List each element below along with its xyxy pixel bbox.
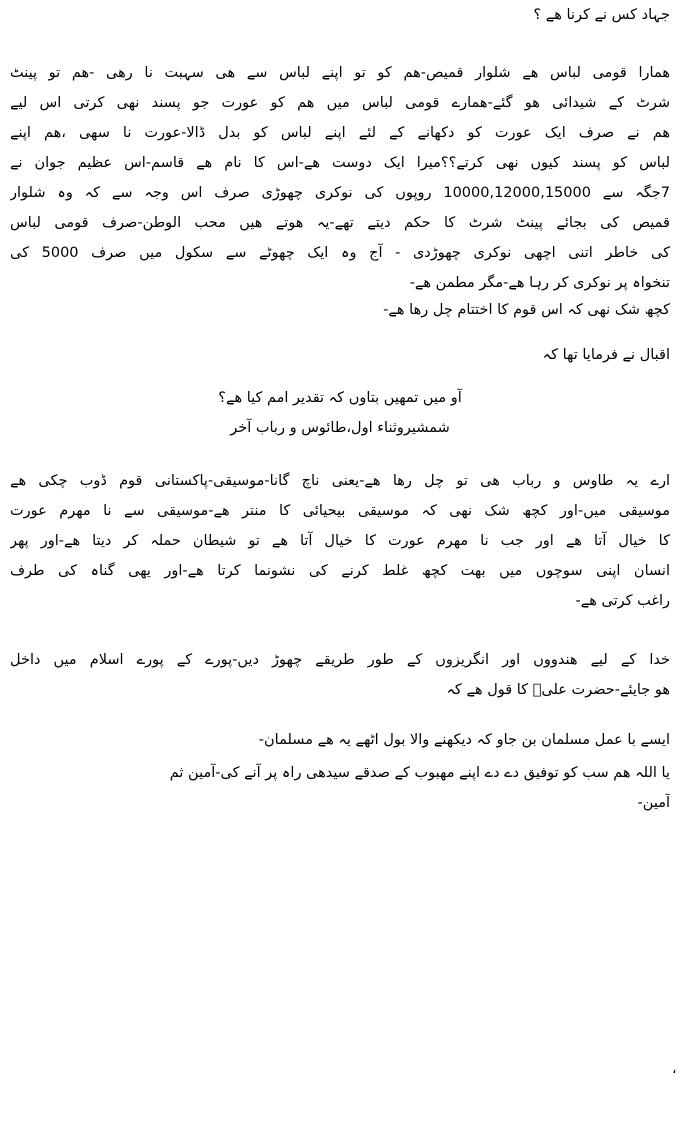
paragraph-line: ارے یہ طاوس و رباب ھی تو چل رھا ھے-یعنی ناچ گانا-موسیقی-پاکستانی قوم ڈوب چکی ھے [10,473,670,489]
paragraph-line: کا خیال آتا ھے اور جب نا مھرم عورت کا خیال آتا ھے تو شیطان حملہ کر دیتا ھے-اور پھر [10,533,670,549]
paragraph-line: 7جگہ سے 10000,12000,15000 روپوں کی نوکری چھوڑی صرف اس وجہ سے کہ وہ شلوار [10,185,670,201]
paragraph-line: ھو جایئے-حضرت علیؓ کا قول ھے کہ [446,682,670,698]
paragraph-line: انسان اپنی سوچوں میں بھت کچھ غلط کرنے کی نشونما کرتا ھے-اور یھی گناہ کی طرف [10,563,670,579]
paragraph-line: موسیقی میں-اور کچھ شک نھی کہ موسیقی بیحیائی کا منتر ھے-موسیقی سے نا مھرم عورت [10,503,670,519]
paragraph-line: آمین- [637,795,670,811]
paragraph-line: یا اللہ ھم سب کو توفیق دے دے اپنے مھبوب کے صدقے سیدھی راہ پر آنے کی-آمین ثم [169,765,670,781]
paragraph-line: تنخواہ پر نوکری کر رہا ھے-مگر مطمن ھے- [409,275,670,291]
paragraph-line: قمیص کی بجائے پینٹ شرٹ کا حکم دیتے تھے-یہ ھوتے ھیں محب الوطن-صرف قومی لباس [10,215,670,231]
paragraph-line: کچھ شک نھی کہ اس قوم کا اختتام چل رھا ھے- [383,302,670,318]
paragraph-line: ھم نے صرف ایک عورت کو دکھانے کے لئے اپنے لباس کو بدل ڈالا-عورت نا سھی ،ھم اپنے [10,125,670,141]
paragraph-line: شرٹ کے شیدائی ھو گئے-ھمارے قومی لباس میں ھم کو عورت جو پسند نھی کرتی اس لیے [10,95,670,111]
paragraph-line: ھمارا قومی لباس ھے شلوار قمیص-ھم کو تو اپنے لباس سے ھی سہبت نا رھی -ھم تو پینٹ [10,65,670,81]
document-title: جہاد کس نے کرنا ھے ؟ [533,7,670,23]
poem-verse-line: آو میں تمھیں بتاوں کہ تقدیر امم کیا ھے؟ [218,390,462,406]
paragraph-line: خدا کے لیے ھندووں اور انگریزوں کے طور طریقے چھوڑ دیں-پورے کے پورے اسلام میں داخل [10,652,670,668]
paragraph-line: لباس کو پسند کیوں نھی کرتے؟؟میرا ایک دوست ھے-اس کا نام ھے قاسم-اس عظیم جوان نے [10,155,670,171]
stray-mark: ، [672,1061,677,1077]
poem-verse-line: شمشیروثناء اول،طائوس و رباب آخر [230,420,450,436]
paragraph-line: کی خاطر اتنی اچھی نوکری چھوڑدی - آج وہ ایک چھوٹے سے سکول میں صرف 5000 کی [10,245,670,261]
paragraph-line: ایسے با عمل مسلمان بن جاو کہ دیکھنے والا بول اٹھے یہ ھے مسلمان- [258,732,670,748]
paragraph-line: راغب کرتی ھے- [575,593,670,609]
paragraph-line: اقبال نے فرمایا تھا کہ [542,347,670,363]
